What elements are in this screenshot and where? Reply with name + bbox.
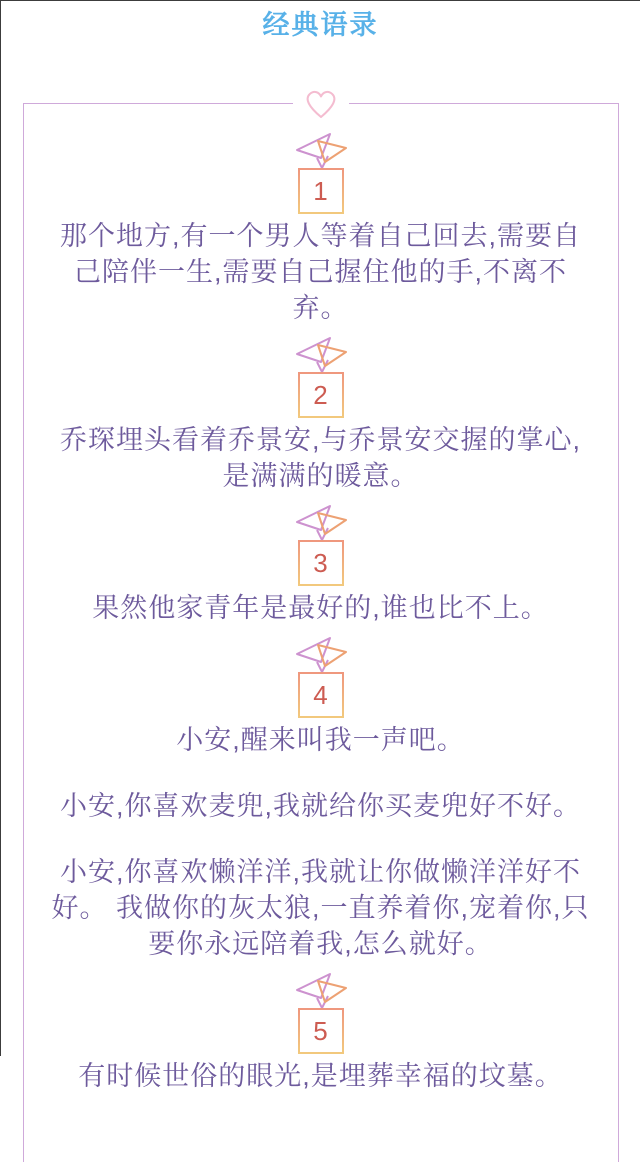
quote-number: 3	[313, 548, 328, 578]
page-title: 经典语录	[262, 10, 379, 40]
paper-plane-icon	[294, 130, 348, 168]
quote-number-badge	[298, 1008, 344, 1054]
quote-text: 果然他家青年是最好的,谁也比不上。	[92, 593, 549, 623]
quote-number-badge	[298, 672, 344, 718]
quote-number: 1	[313, 176, 328, 206]
quote-paragraphs	[52, 722, 590, 962]
quote-number: 2	[313, 380, 328, 410]
sections	[52, 130, 590, 1094]
quote-number: 5	[313, 1016, 328, 1046]
paper-plane-icon	[294, 334, 348, 372]
quote-section	[52, 130, 590, 326]
quote-number-badge	[298, 372, 344, 418]
quote-section	[52, 502, 590, 626]
paper-plane-icon	[294, 970, 348, 1008]
quote-text: 那个地方,有一个男人等着自己回去,需要自己陪伴一生,需要自己握住他的手,不离不弃。	[59, 221, 581, 323]
paper-plane-icon	[294, 502, 348, 540]
quote-number-badge	[298, 540, 344, 586]
quote-text: 乔琛埋头看着乔景安,与乔景安交握的掌心,是满满的暖意。	[59, 425, 581, 491]
quote-text: 小安,你喜欢麦兜,我就给你买麦兜好不好。	[59, 791, 581, 821]
quote-paragraphs	[52, 218, 590, 326]
quote-paragraphs	[52, 590, 590, 626]
paper-plane-icon	[294, 634, 348, 672]
quotes-card	[23, 103, 619, 1162]
quote-text: 有时候世俗的眼光,是埋葬幸福的坟墓。	[78, 1061, 563, 1091]
quote-section	[52, 970, 590, 1094]
quote-paragraphs	[52, 1058, 590, 1094]
quote-text: 小安,你喜欢懒洋洋,我就让你做懒洋洋好不好。 我做你的灰太狼,一直养着你,宠着你,只要你永远陪着我,怎么就好。	[51, 857, 590, 959]
quote-number: 4	[313, 680, 328, 710]
quote-paragraphs	[52, 422, 590, 494]
quote-section	[52, 634, 590, 962]
quote-number-badge	[298, 168, 344, 214]
quote-text: 小安,醒来叫我一声吧。	[176, 725, 465, 755]
quote-section	[52, 334, 590, 494]
heart-icon	[293, 87, 349, 121]
